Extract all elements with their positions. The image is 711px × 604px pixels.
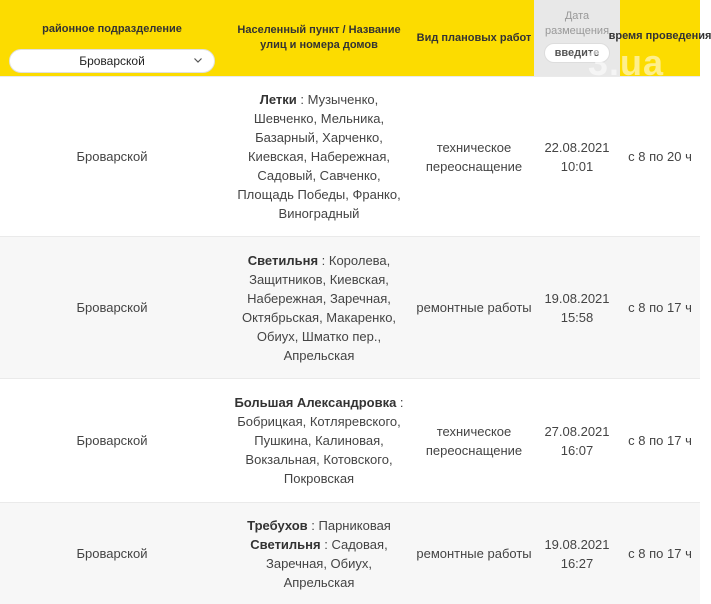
work-type-cell: техническое переоснащение xyxy=(425,139,523,174)
period-cell: с 8 по 17 ч xyxy=(628,433,692,448)
address-cell xyxy=(224,77,414,236)
place-name: Светильня xyxy=(247,252,319,268)
header-address-label: Населенный пункт / Название улиц и номера домов xyxy=(237,24,401,51)
place-name: Светильня xyxy=(250,536,321,552)
watermark-logo: 3.ua xyxy=(588,42,665,83)
address-text xyxy=(230,251,408,365)
place-name: Летки xyxy=(259,92,297,107)
table-body xyxy=(0,76,700,604)
period-cell: с 8 по 20 ч xyxy=(628,149,692,164)
district-select[interactable] xyxy=(9,49,215,73)
district-select-value: Броварской xyxy=(79,53,145,68)
header-district xyxy=(0,0,224,76)
address-text xyxy=(230,90,408,223)
date-value: 19.08.2021 xyxy=(544,536,610,552)
date-value: 22.08.2021 xyxy=(544,139,610,155)
header-address xyxy=(224,0,414,76)
address-text xyxy=(230,393,408,488)
chevron-down-icon xyxy=(193,55,203,65)
street-list: : Парниковая xyxy=(307,517,391,533)
table-header xyxy=(0,0,711,76)
time-value: 16:27 xyxy=(560,555,594,571)
date-input-button[interactable]: введите xyxy=(544,43,610,63)
time-value: 10:01 xyxy=(560,158,594,174)
date-cell xyxy=(534,503,620,604)
period-cell: с 8 по 17 ч xyxy=(628,546,692,561)
header-district-label: районное подразделение xyxy=(42,23,182,35)
period-cell: с 8 по 17 ч xyxy=(628,300,692,315)
district-cell: Броварской xyxy=(76,433,148,448)
header-date[interactable] xyxy=(534,0,620,76)
street-list: : Королева, Защитников, Киевская, Набережная, Заречная, Октябрьская, Макаренко, Обиух, Шматко пер., Апрельская xyxy=(241,252,397,363)
header-work-type-label: Вид плановых работ xyxy=(416,31,532,44)
street-list: : Бобрицкая, Котляревского, Пушкина, Калиновая, Вокзальная, Котовского, Покровская xyxy=(237,395,404,486)
date-cell xyxy=(534,379,620,502)
time-value: 16:07 xyxy=(560,442,594,458)
work-type-cell: ремонтные работы xyxy=(416,300,532,315)
address-cell xyxy=(224,503,414,604)
header-date-label: Дата размещения xyxy=(544,10,610,37)
date-cell xyxy=(534,237,620,378)
address-text xyxy=(230,516,408,592)
header-time-label: время проведения xyxy=(608,30,711,42)
place-name: Требухов xyxy=(247,517,308,533)
street-list: : Музыченко, Шевченко, Мельника, Базарный, Харченко, Киевская, Набережная, Садовый, Савченко, Площадь Победы, Франко, Виноградный xyxy=(237,92,401,221)
work-type-cell: ремонтные работы xyxy=(416,546,532,561)
street-list: : Садовая, Заречная, Обиух, Апрельская xyxy=(266,536,388,590)
place-name: Большая Александровка xyxy=(234,395,397,410)
work-type-cell: техническое переоснащение xyxy=(425,423,523,458)
table-row xyxy=(0,502,700,604)
date-value: 19.08.2021 xyxy=(544,290,610,306)
date-value: 27.08.2021 xyxy=(544,423,610,439)
district-cell: Броварской xyxy=(76,546,148,561)
address-cell xyxy=(224,237,414,378)
table-row xyxy=(0,236,700,378)
district-cell: Броварской xyxy=(76,149,148,164)
time-value: 15:58 xyxy=(560,309,594,325)
table-row xyxy=(0,378,700,502)
district-cell: Броварской xyxy=(76,300,148,315)
header-work-type xyxy=(414,0,534,76)
table-row xyxy=(0,76,700,236)
date-cell xyxy=(534,77,620,236)
address-cell xyxy=(224,379,414,502)
